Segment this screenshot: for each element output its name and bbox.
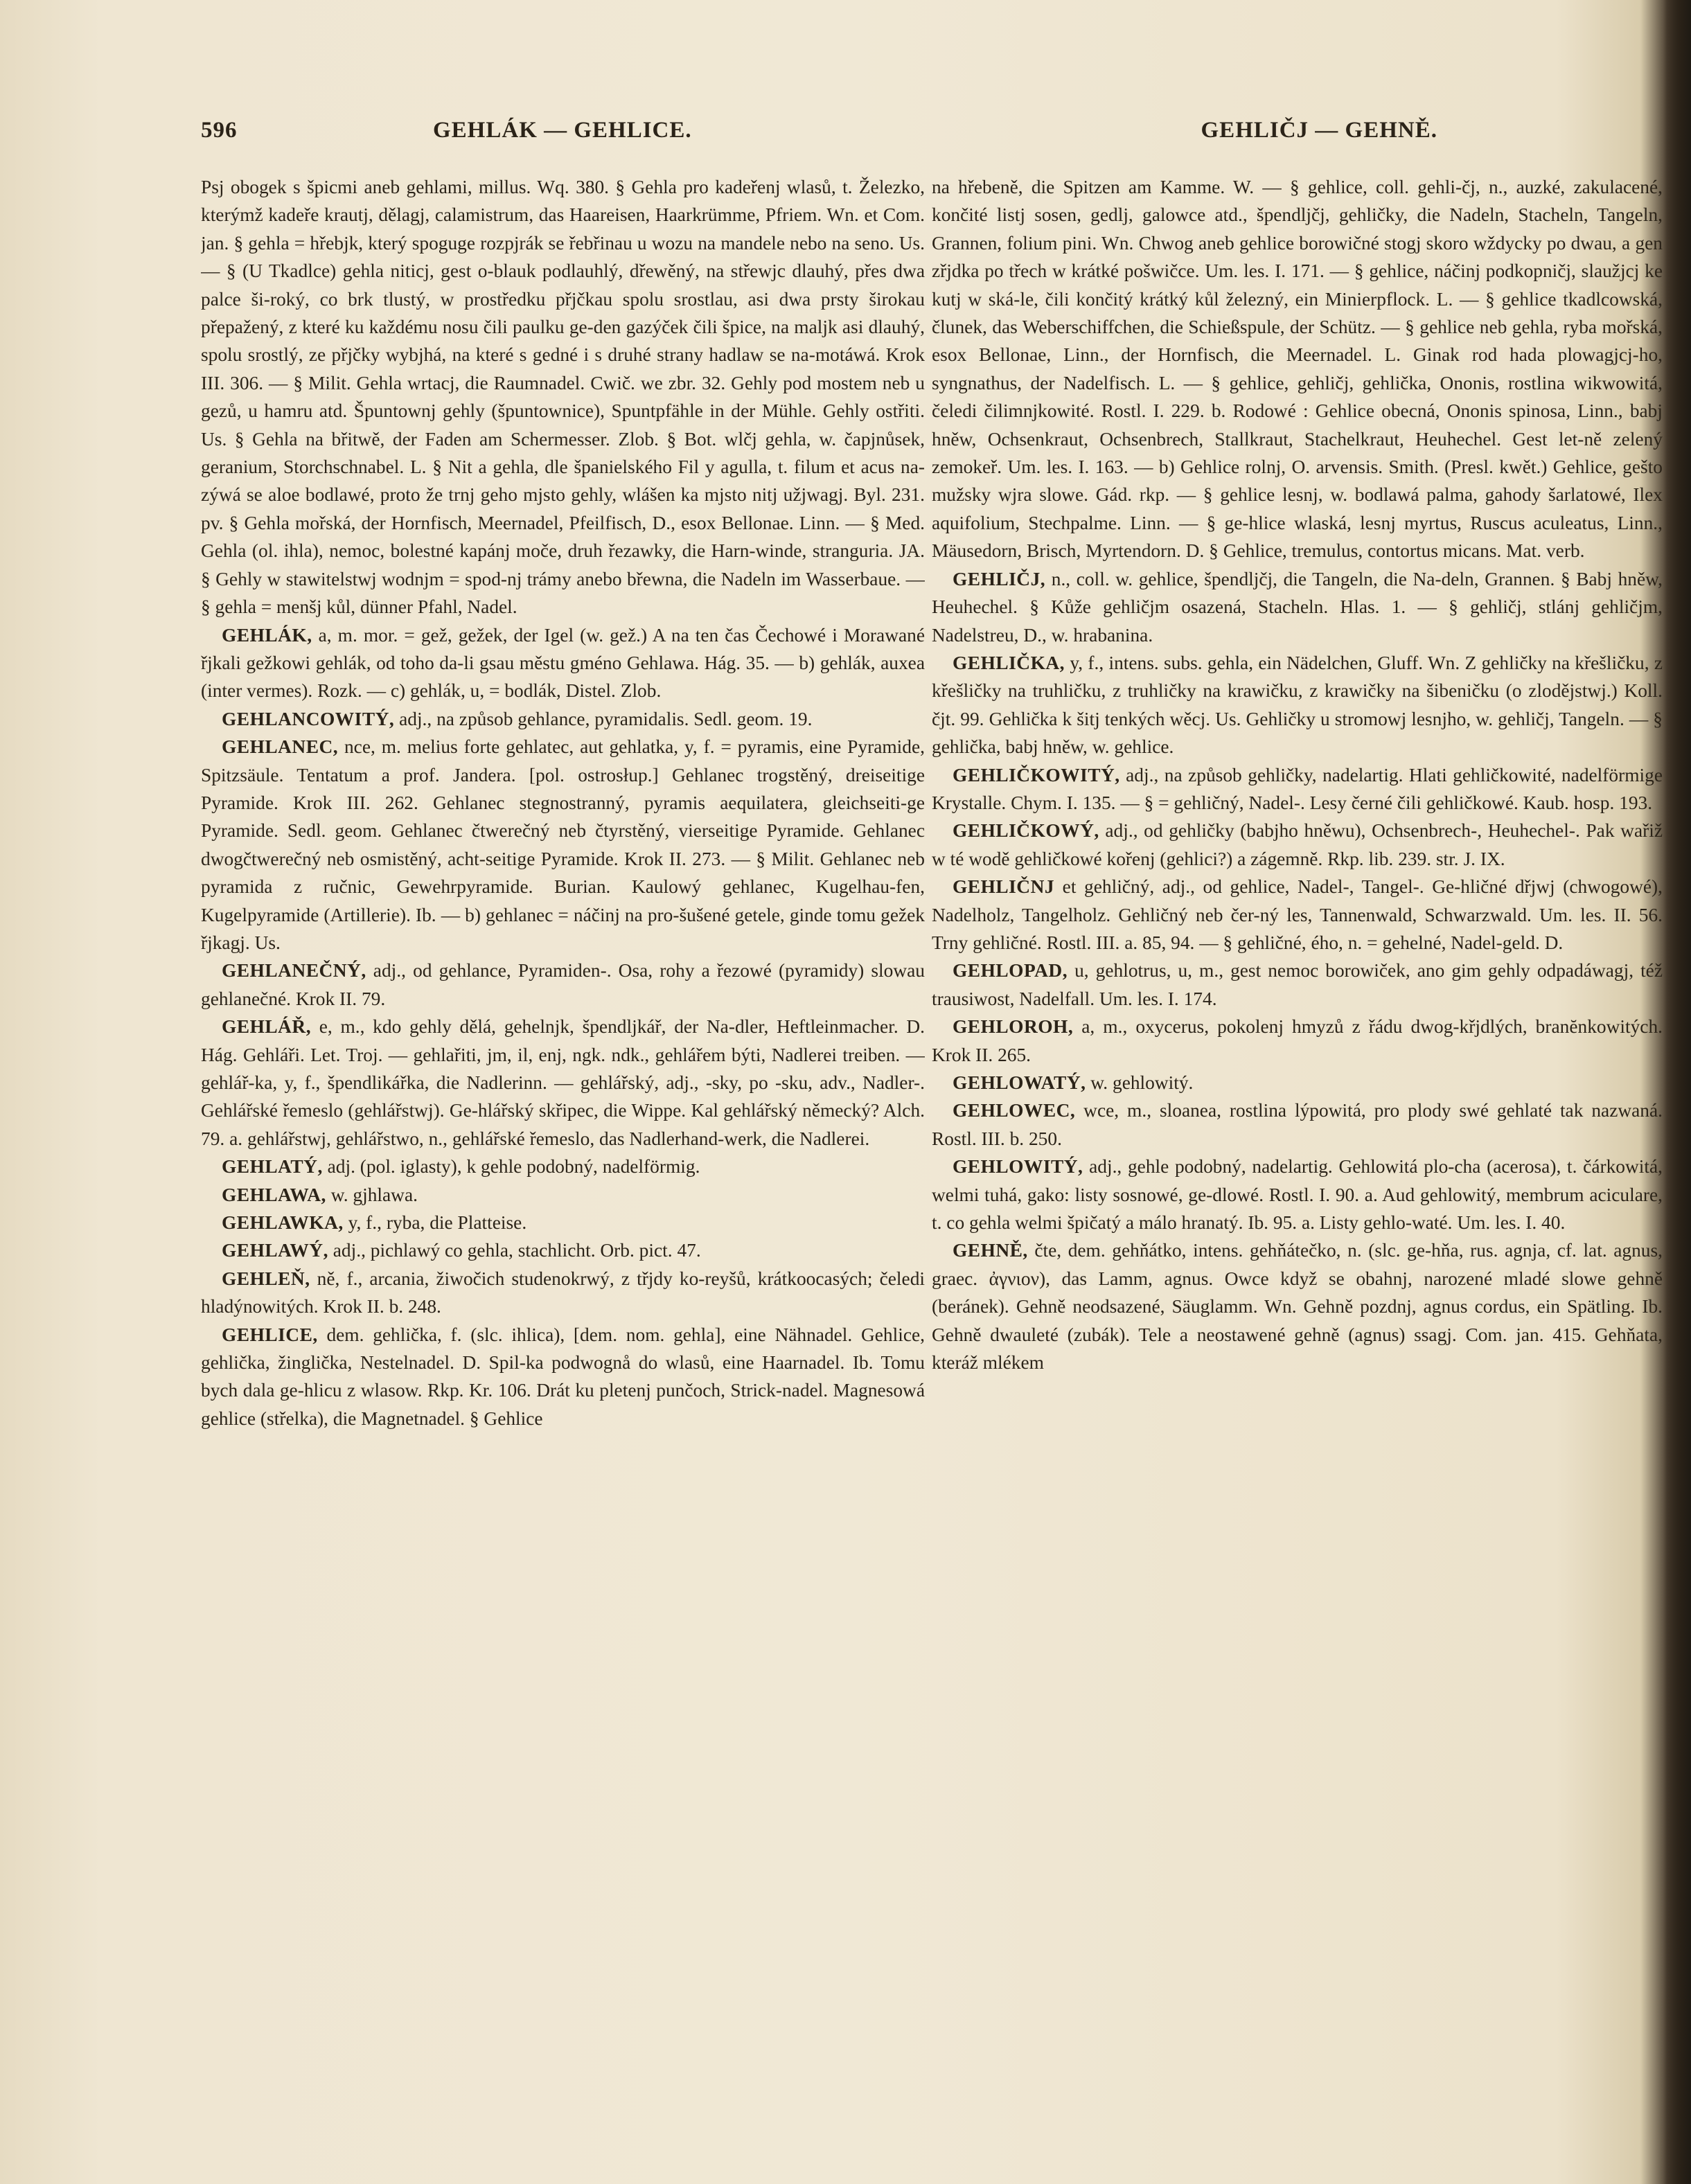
headword: GEHLOWATÝ, — [953, 1072, 1086, 1093]
entry-text: n., coll. w. gehlice, špendljčj, die Tangeln, die Na-deln, Grannen. § Babj hněw, Heuhechel. § Kůže gehličjm osazená, Stacheln. Hlas. 1. — § gehličj, stlánj gehličjm, Nadelstreu, D., w. hrabanina. — [932, 568, 1663, 646]
dictionary-entry — [201, 957, 925, 1013]
headword: GEHLIČJ, — [953, 568, 1046, 589]
entry-text: wce, m., sloanea, rostlina lýpowitá, pro plody swé gehlaté tak nazwaná. Rostl. III. b. 250. — [932, 1100, 1663, 1149]
running-head — [201, 118, 1448, 159]
dictionary-entry — [932, 565, 1663, 649]
left-column-title: GEHLÁK — GEHLICE. — [433, 118, 692, 143]
dictionary-entry — [932, 873, 1663, 957]
dictionary-entry — [201, 1153, 925, 1180]
entry-text: adj., od gehličky (babjho hněwu), Ochsenbrech-, Heuhechel-. Pak wařiž w té wodě gehličkowé kořenj (gehlici?) a zágemně. Rkp. lib. 239. str. J. IX. — [932, 820, 1663, 869]
entry-text: na hřebeně, die Spitzen am Kamme. W. — § gehlice, coll. gehli-čj, n., auzké, zakulacené, končité listj sosen, gedlj, galowce atd., špendljčj, gehličky, die Nadeln, Stacheln, Tangeln, Grannen, folium pini. Wn. Chwog aneb gehlice borowičné stogj skoro wždycky po dwau, a gen zřjdka po třech w krátké pošwičce. Um. les. I. 171. — § gehlice, náčinj podkopničj, slaužjcj ke kutj w ská-le, čili končitý krátký kůl železný, ein Minierpflock. L. — § gehlice tkadlcowská, člunek, das Weberschiffchen, die Schießspule, der Schütz. — § gehlice neb gehla, ryba mořská, esox Bellonae, Linn., der Hornfisch, die Meernadel. L. Ginak rod hada plowagjcj-ho, syngnathus, der Nadelfisch. L. — § gehlice, gehličj, gehlička, Ononis, rostlina wikwowitá, čeledi čilimnjkowité. Rostl. I. 229. b. Rodowé : Gehlice obecná, Ononis spinosa, Linn., babj hněw, Ochsenkraut, Ochsenbrech, Stallkraut, Stachelkraut, Heuhechel. Gest let-ně zelený zemokeř. Um. les. I. 163. — b) Gehlice rolnj, O. arvensis. Smith. (Presl. kwět.) Gehlice, gešto mužsky wjra slowe. Gád. rkp. — § gehlice lesnj, w. bodlawá palma, gahody šarlatowé, Ilex aquifolium, Stechpalme. Linn. — § ge-hlice wlaská, lesnj myrtus, Ruscus aculeatus, Linn., Mäusedorn, Brisch, Myrtendorn. D. § Gehlice, tremulus, contortus micans. Mat. verb. — [932, 177, 1663, 562]
headword: GEHLEŇ, — [222, 1268, 310, 1289]
dictionary-entry — [201, 733, 925, 957]
entry-text: et gehličný, adj., od gehlice, Nadel-, Tangel-. Ge-hličné dřjwj (chwogowé), Nadelholz, Tangelholz. Gehličný neb čer-ný les, Tannenwald, Schwarzwald. Um. les. II. 56. Trny gehličné. Rostl. III. a. 85, 94. — § gehličné, ého, n. = gehelné, Nadel-geld. D. — [932, 876, 1663, 953]
entry-text: čte, dem. gehňátko, intens. gehňátečko, n. (slc. ge-hňa, rus. agnja, cf. lat. agnus, graec. ἀγνιον), das Lamm, agnus. Owce když se obahnj, narozené mladé slowe gehně (beránek). Gehně neodsazené, Säuglamm. Wn. Gehně pozdnj, agnus cordus, ein Spätling. Ib. Gehně dwauleté (zubák). Tele a neostawené gehně (agnus) ssagj. Com. jan. 415. Gehňata, kteráž mlékem — [932, 1240, 1663, 1374]
dictionary-entry — [201, 1265, 925, 1321]
dictionary-entry — [201, 1236, 925, 1264]
entry-text: u, gehlotrus, u, m., gest nemoc borowiček, ano gim gehly odpadáwagj, též trausiwost, Nadelfall. Um. les. I. 174. — [932, 960, 1663, 1009]
entry-text: w. gehlowitý. — [1086, 1072, 1194, 1093]
dictionary-entry — [932, 1236, 1663, 1376]
headword: GEHLANEČNÝ, — [222, 960, 366, 982]
entry-text: a, m. mor. = gež, gežek, der Igel (w. gež.) A na ten čas Čechowé i Morawané řjkali gežkowi gehlák, od toho da-li gsau městu gméno Gehlawa. Hág. 35. — b) gehlák, auxea (inter vermes). Rozk. — c) gehlák, u, = bodlák, Distel. Zlob. — [201, 624, 925, 702]
entry-text: adj., gehle podobný, nadelartig. Gehlowitá plo-cha (acerosa), t. čárkowitá, welmi tuhá, gako: listy sosnowé, ge-dlowé. Rostl. I. 90. a. Aud gehlowitý, membrum aciculare, t. co gehla welmi špičatý a málo hranatý. Ib. 95. a. Listy gehlo-waté. Um. les. I. 40. — [932, 1156, 1663, 1234]
entry-text: adj., pichlawý co gehla, stachlicht. Orb. pict. 47. — [328, 1240, 701, 1261]
headword: GEHLÁK, — [222, 624, 312, 646]
page-number: 596 — [201, 118, 238, 143]
entry-continuation — [201, 173, 925, 621]
headword: GEHNĚ, — [953, 1240, 1028, 1261]
dictionary-entry — [932, 1153, 1663, 1236]
dictionary-entry — [932, 761, 1663, 817]
dictionary-entry — [201, 621, 925, 705]
entry-text: nce, m. melius forte gehlatec, aut gehlatka, y, f. = pyramis, eine Pyramide, Spitzsäule. Tentatum a prof. Jandera. [pol. ostrosłup.] Gehlanec trogstěný, dreiseitige Pyramide. Krok III. 262. Gehlanec stegnostranný, pyramis aequilatera, gleichseiti-ge Pyramide. Sedl. geom. Gehlanec čtwerečný neb čtyrstěný, vierseitige Pyramide. Gehlanec dwogčtwerečný neb osmistěný, acht-seitige Pyramide. Krok II. 273. — § Milit. Gehlanec neb pyramida z ručnic, Gewehrpyramide. Burian. Kaulowý gehlanec, Kugelhau-fen, Kugelpyramide (Artillerie). Ib. — b) gehlanec = náčinj na pro-šušené getele, ginde tomu gežek řjkagj. Us. — [201, 736, 925, 953]
entry-text: a, m., oxycerus, pokolenj hmyzů z řádu dwog-křjdlých, branĕnkowitých. Krok II. 265. — [932, 1016, 1663, 1065]
headword: GEHLICE, — [222, 1324, 318, 1345]
entry-text: y, f., ryba, die Platteise. — [343, 1212, 527, 1234]
dictionary-entry — [932, 957, 1663, 1013]
entry-text: adj., od gehlance, Pyramiden-. Osa, rohy a řezowé (pyramidy) slowau gehlanečné. Krok II. 79. — [201, 960, 925, 1009]
entry-continuation — [932, 173, 1663, 565]
entry-text: ně, f., arcania, žiwočich studenokrwý, z třjdy ko-reyšů, krátkoocasých; čeledi hladýnowitých. Krok II. b. 248. — [201, 1268, 925, 1317]
dictionary-entry — [201, 1013, 925, 1153]
right-column — [932, 173, 1663, 1974]
headword: GEHLIČKOWÝ, — [953, 820, 1099, 842]
headword: GEHLAWÝ, — [222, 1240, 328, 1261]
headword: GEHLOWEC, — [953, 1100, 1076, 1121]
headword: GEHLÁŘ, — [222, 1016, 312, 1038]
entry-text: y, f., intens. subs. gehla, ein Nädelchen, Gluff. Wn. Z gehličky na křešličku, z křešličky na truhličku, z truhličky na krawičku, z krawičky na šibeničku (o zlodějstwj.) Koll. čjt. 99. Gehlička k šitj tenkých wěcj. Us. Gehličky u stromowj lesnjho, w. gehličj, Tangeln. — § gehlička, babj hněw, w. gehlice. — [932, 652, 1663, 758]
dictionary-entry — [201, 1209, 925, 1236]
headword: GEHLATÝ, — [222, 1156, 323, 1178]
headword: GEHLANEC, — [222, 736, 339, 758]
dictionary-entry — [932, 1013, 1663, 1069]
left-column — [201, 173, 925, 1974]
headword: GEHLIČNJ — [953, 876, 1055, 898]
dictionary-entry — [201, 705, 925, 733]
headword: GEHLOWITÝ, — [953, 1156, 1083, 1178]
dictionary-entry — [932, 649, 1663, 761]
entry-text: e, m., kdo gehly dělá, gehelnjk, špendljkář, der Na-dler, Heftleinmacher. D. Hág. Gehláři. Let. Troj. — gehlařiti, jm, il, enj, ngk. ndk., gehlářem býti, Nadlerei treiben. — gehlář-ka, y, f., špendlikářka, die Nadlerinn. — gehlářský, adj., -sky, po -sku, adv., Nadler-. Gehlářské řemeslo (gehlářstwj). Ge-hlářský skřipec, die Wippe. Kal gehlářský německý? Alch. 79. a. gehlářstwj, gehlářstwo, n., gehlářské řemeslo, das Nadlerhand-werk, die Nadlerei. — [201, 1016, 925, 1149]
headword: GEHLIČKA, — [953, 652, 1065, 673]
entry-text: adj. (pol. iglasty), k gehle podobný, nadelförmig. — [322, 1156, 700, 1178]
entry-text: dem. gehlička, f. (slc. ihlica), [dem. nom. gehla], eine Nähnadel. Gehlice, gehlička, žinglička, Nestelnadel. D. Spil-ka podwognå do wlasů, eine Haarnadel. Ib. Tomu bych dala ge-hlicu z wlasow. Rkp. Kr. 106. Drát ku pletenj punčoch, Strick-nadel. Magnesowá gehlice (střelka), die Magnetnadel. § Gehlice — [201, 1324, 925, 1429]
headword: GEHLOROH, — [953, 1016, 1074, 1038]
dictionary-entry — [932, 1069, 1663, 1097]
dictionary-entry — [932, 817, 1663, 873]
headword: GEHLANCOWITÝ, — [222, 708, 395, 729]
headword: GEHLAWA, — [222, 1184, 326, 1205]
entry-text: w. gjhlawa. — [326, 1184, 418, 1205]
headword: GEHLOPAD, — [953, 960, 1068, 982]
entry-text: adj., na způsob gehličky, nadelartig. Hlati gehličkowité, nadelförmige Krystalle. Chym. I. 135. — § = gehličný, Nadel-. Lesy černé čili gehličkowé. Kaub. hosp. 193. — [932, 764, 1663, 813]
dictionary-entry — [201, 1321, 925, 1433]
entry-text: adj., na způsob gehlance, pyramidalis. Sedl. geom. 19. — [394, 708, 813, 729]
headword: GEHLAWKA, — [222, 1212, 344, 1234]
dictionary-entry — [932, 1097, 1663, 1153]
right-column-title: GEHLIČJ — GEHNĚ. — [1201, 118, 1437, 143]
dictionary-entry — [201, 1181, 925, 1209]
headword: GEHLIČKOWITÝ, — [953, 764, 1120, 785]
entry-text: Psj obogek s špicmi aneb gehlami, millus. Wq. 380. § Gehla pro kadeřenj wlasů, t. Železko, kterýmž kadeře krautj, dělagj, calamistrum, das Haareisen, Haarkrümme, Pfriem. Wn. et Com. jan. § gehla = hřebjk, který spoguge rozpjrák se řebřinau u wozu na mandele nebo na seno. Us. — § (U Tkadlce) gehla niticj, gest o-blauk podlauhlý, dřewěný, na střewjc dlauhý, přes dwa palce ši-roký, co brk tlustý, w prostředku přjčkau spolu srostlau, asi dwa prsty širokau přepažený, z které ku každému nosu čili paulku ge-den gazýček čili špice, na maljk asi dlauhý, spolu srostlý, ze přjčky wybjhá, na které s gedné i s druhé strany hadlaw se na-motáwá. Krok III. 306. — § Milit. Gehla wrtacj, die Raumnadel. Cwič. we zbr. 32. Gehly pod mostem neb u gezů, u hamru atd. Špuntownj gehly (špuntownice), Spuntpfähle in der Mühle. Gehly ostřiti. Us. § Gehla na břitwě, der Faden am Schermesser. Zlob. § Bot. wlčj gehla, w. čapjnůsek, geranium, Storchschnabel. L. § Nit a gehla, dle španielského Fil y agulla, t. filum et acus na-zýwá se aloe bodlawé, proto že trnj geho mjsto gehly, wlášen ka mjsto nitj užjwagj. Byl. 231. pv. § Gehla mořská, der Hornfisch, Meernadel, Pfeilfisch, D., esox Bellonae. Linn. — § Med. Gehla (ol. ihla), nemoc, bolestné kapánj moče, druh řezawky, die Harn-winde, stranguria. JA. § Gehly w stawitelstwj wodnjm = spod-nj trámy anebo břewna, die Nadeln im Wasserbaue. — § gehla = menšj kůl, dünner Pfahl, Nadel. — [201, 177, 925, 618]
